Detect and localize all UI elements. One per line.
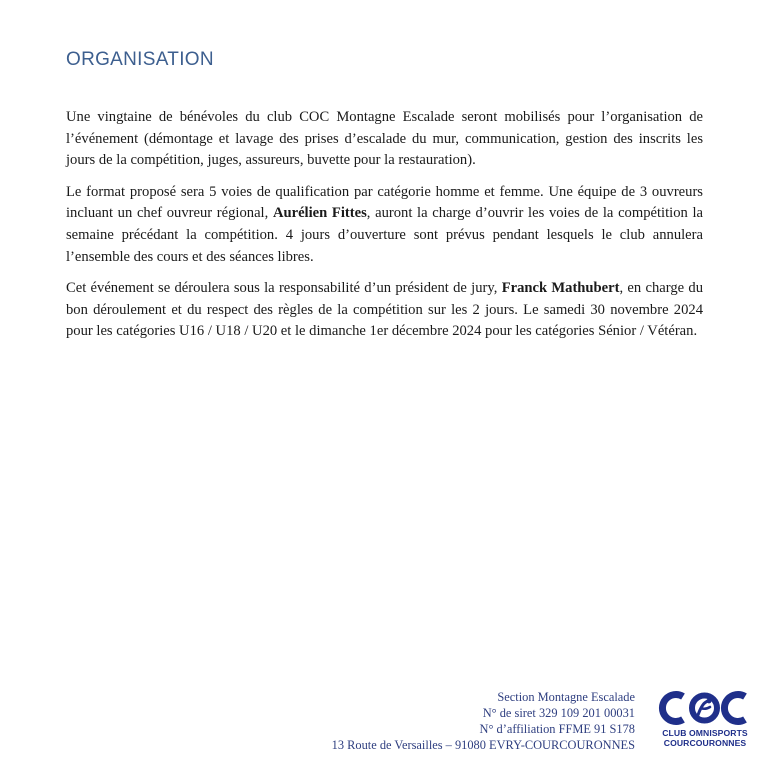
footer-siret: N° de siret 329 109 201 00031 (482, 706, 635, 720)
paragraph (66, 278, 703, 343)
section-heading: ORGANISATION (66, 49, 214, 70)
coc-logo-icon (657, 688, 753, 728)
paragraph-text: , en charge du bon déroulement et du respect des règles de la compétition sur les 2 jours. Le samedi 30 novembre 2024 pour les catégories U16 / U18 / U20 et le dimanche 1er décembre 2024 pour les catégories Sénior / Vétéran. (66, 280, 703, 340)
paragraph (66, 182, 703, 268)
paragraph-text: , auront la charge d’ouvrir les voies de la compétition la semaine précédant la compétition. 4 jours d’ouverture sont prévus pendant lesquels le club annulera l’ensemble des cours et des séances libres. (66, 205, 703, 265)
paragraph (66, 107, 703, 172)
footer-address (332, 689, 635, 753)
footer-street-address: 13 Route de Versailles – 91080 EVRY-COURCOURONNES (331, 738, 635, 752)
paragraph-text: Le format proposé sera 5 voies de qualification par catégorie homme et femme. Une équipe de 3 ouvreurs incluant un chef ouvreur régional, (66, 183, 703, 222)
body-text (66, 107, 703, 353)
logo-line-club-omnisports: CLUB OMNISPORTS (662, 728, 748, 738)
footer-section-name: Section Montagne Escalade (497, 690, 635, 704)
paragraph-text: Cet événement se déroulera sous la responsabilité d’un président de jury, (66, 280, 502, 297)
club-logo (657, 688, 753, 748)
person-name: Aurélien Fittes (272, 205, 367, 222)
person-name: Franck Mathubert (501, 280, 620, 297)
paragraph-text: Une vingtaine de bénévoles du club COC Montagne Escalade seront mobilisés pour l’organisation de l’événement (démontage et lavage des prises d’escalade du mur, communication, gestion des inscrits les jours de la compétition, juges, assureurs, buvette pour la restauration). (66, 109, 703, 169)
footer-affiliation: N° d’affiliation FFME 91 S178 (479, 722, 635, 736)
logo-line-courcouronnes: COURCOURONNES (663, 738, 747, 748)
